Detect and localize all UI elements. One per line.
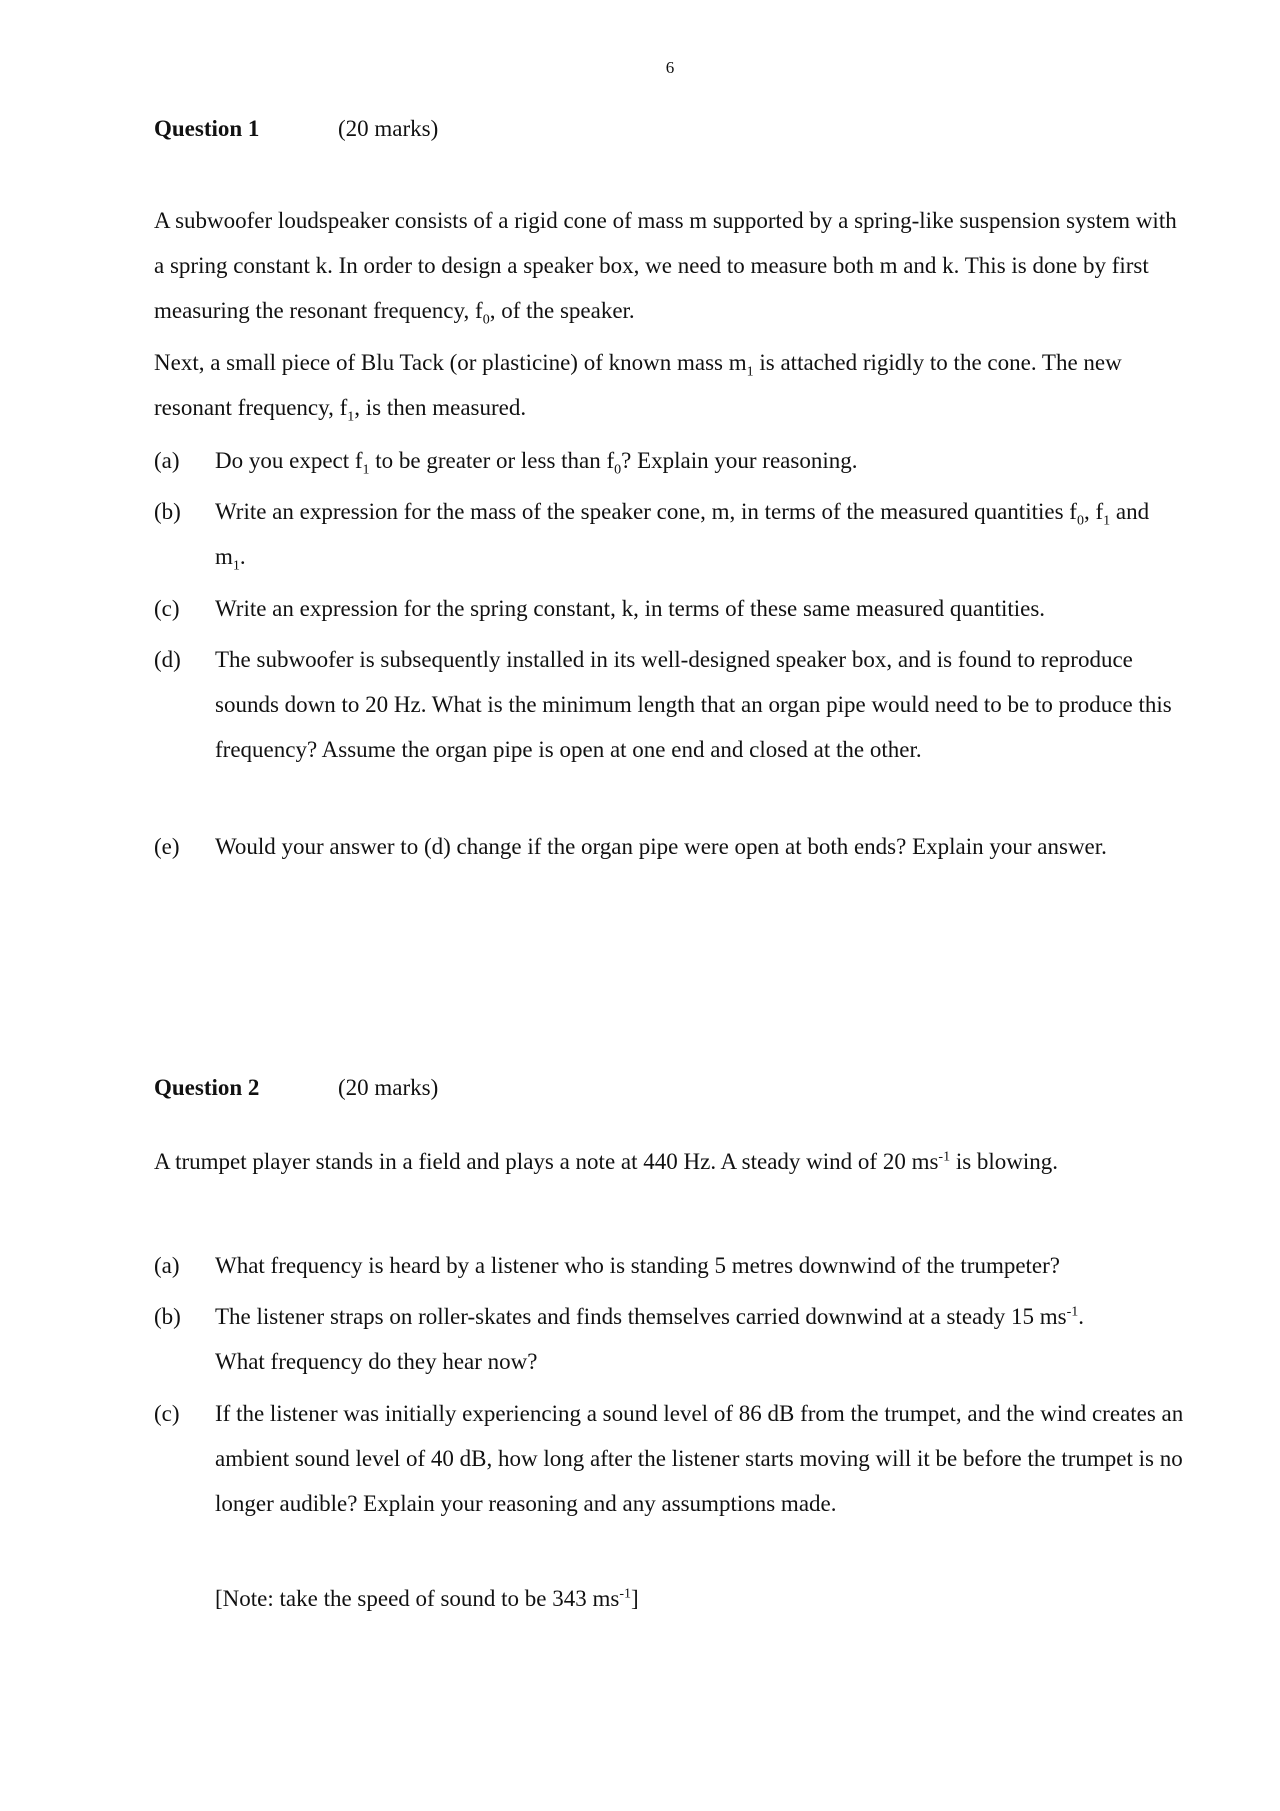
note-text: [Note: take the speed of sound to be 343 ms xyxy=(215,1586,620,1611)
q1-intro-text: , of the speaker. xyxy=(489,298,635,323)
q2-intro-text: A trumpet player stands in a field and plays a note at 440 Hz. A steady wind of 20 ms xyxy=(154,1149,939,1174)
question-2-note xyxy=(215,1576,1185,1621)
question-2-marks: (20 marks) xyxy=(338,1075,439,1100)
question-1-marks: (20 marks) xyxy=(338,116,439,141)
question-1-intro-paragraph-1 xyxy=(154,198,1184,333)
subscript: 1 xyxy=(1103,513,1111,529)
subscript: 1 xyxy=(746,364,754,380)
part-label: (e) xyxy=(154,834,180,859)
part-label: (c) xyxy=(154,596,180,621)
text-run: . xyxy=(239,544,246,569)
question-1-part-a xyxy=(154,438,1184,483)
part-text xyxy=(215,1294,1184,1384)
note-text: ] xyxy=(631,1586,639,1611)
q1-intro-text: Next, a small piece of Blu Tack (or plasticine) of known mass m xyxy=(154,350,747,375)
superscript: -1 xyxy=(938,1149,951,1165)
part-text xyxy=(215,489,1184,579)
part-label: (b) xyxy=(154,1304,181,1329)
question-2-part-c xyxy=(154,1391,1184,1526)
page-number: 6 xyxy=(665,58,675,77)
text-run: ? Explain your reasoning. xyxy=(621,448,858,473)
text-run: Write an expression for the mass of the speaker cone, m, in terms of the measured quantities f xyxy=(215,499,1077,524)
part-label: (b) xyxy=(154,499,181,524)
subscript: 0 xyxy=(1076,513,1084,529)
question-1-intro-paragraph-2 xyxy=(154,340,1184,430)
subscript: 1 xyxy=(362,462,370,478)
part-text: Write an expression for the spring constant, k, in terms of these same measured quantities. xyxy=(215,596,1046,621)
text-run: and m xyxy=(215,499,1150,569)
superscript: -1 xyxy=(1066,1304,1079,1320)
part-label: (c) xyxy=(154,1401,180,1426)
q2-intro-text: is blowing. xyxy=(950,1149,1059,1174)
part-label: (a) xyxy=(154,1253,180,1278)
question-2-part-b xyxy=(154,1294,1184,1384)
question-1-heading xyxy=(154,114,438,144)
question-2-heading xyxy=(154,1073,438,1103)
text-run: , f xyxy=(1083,499,1104,524)
part-text: The subwoofer is subsequently installed in its well-designed speaker box, and is found to reproduce sounds down to 20 Hz. What is the minimum length that an organ pipe would need to be to produce this frequency? Assume the organ pipe is open at one end and closed at the other. xyxy=(215,647,1172,762)
question-1-title: Question 1 xyxy=(154,116,260,141)
question-1-part-c xyxy=(154,586,1184,631)
question-2-part-a xyxy=(154,1243,1184,1288)
part-text: If the listener was initially experiencing a sound level of 86 dB from the trumpet, and the wind creates an ambient sound level of 40 dB, how long after the listener starts moving will it be before the trumpet is no longer audible? Explain your reasoning and any assumptions made. xyxy=(215,1401,1184,1516)
subscript: 0 xyxy=(482,312,490,328)
question-2-intro xyxy=(154,1139,1184,1184)
subscript: 1 xyxy=(232,558,240,574)
q1-intro-text: is attached rigidly to the cone. The new resonant frequency, f xyxy=(154,350,1122,420)
part-label: (a) xyxy=(154,448,180,473)
q1-intro-text: , is then measured. xyxy=(354,395,527,420)
part-label: (d) xyxy=(154,647,181,672)
part-text: What frequency is heard by a listener who is standing 5 metres downwind of the trumpeter? xyxy=(215,1253,1061,1278)
text-run: . What frequency do they hear now? xyxy=(215,1304,1085,1374)
superscript: -1 xyxy=(619,1586,632,1602)
q1-intro-text: A subwoofer loudspeaker consists of a rigid cone of mass m supported by a spring-like suspension system with a spring constant k. In order to design a speaker box, we need to measure both m and k. This is done by first measuring the resonant frequency, f xyxy=(154,208,1177,323)
text-run: Do you expect f xyxy=(215,448,363,473)
question-1-part-b xyxy=(154,489,1184,579)
question-2-title: Question 2 xyxy=(154,1075,260,1100)
subscript: 1 xyxy=(347,409,355,425)
subscript: 0 xyxy=(614,462,622,478)
question-1-part-e xyxy=(154,824,1184,869)
part-text xyxy=(215,438,1184,483)
text-run: to be greater or less than f xyxy=(369,448,615,473)
part-text: Would your answer to (d) change if the organ pipe were open at both ends? Explain your answer. xyxy=(215,834,1107,859)
question-1-part-d xyxy=(154,637,1184,772)
text-run: The listener straps on roller-skates and finds themselves carried downwind at a steady 15 ms xyxy=(215,1304,1067,1329)
